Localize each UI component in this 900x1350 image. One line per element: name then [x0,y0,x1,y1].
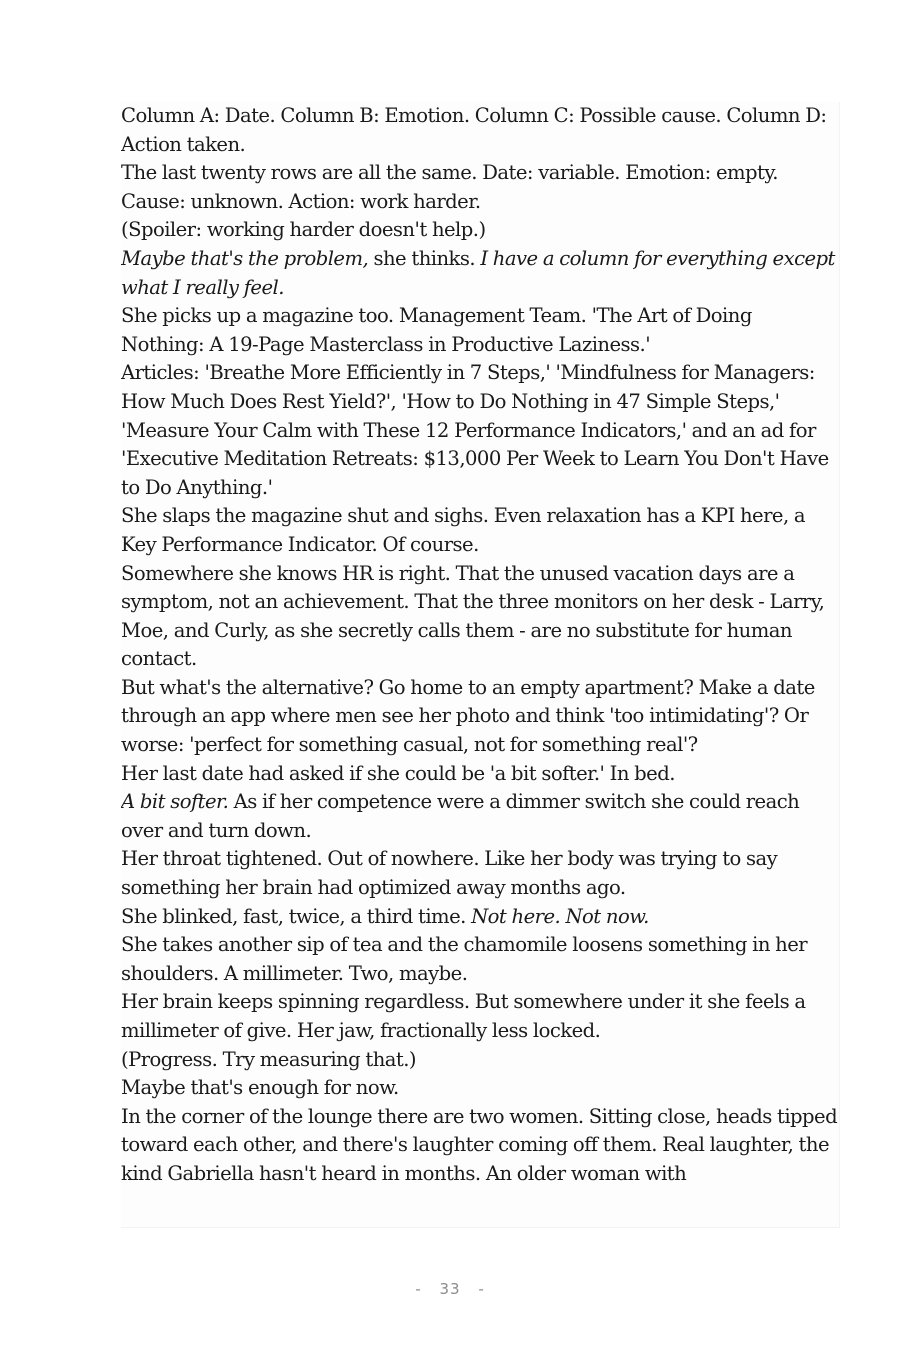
paragraph-text: Her throat tightened. Out of nowhere. Like her body was trying to say something her brain had optimized away months ago. [121,847,778,900]
paragraph [121,1103,839,1189]
paragraph [121,245,839,302]
paragraph-text: She takes another sip of tea and the chamomile loosens something in her shoulders. A millimeter. Two, maybe. [121,933,808,985]
italic-text: A bit softer. [121,790,229,814]
paragraph [121,988,839,1045]
page-number-dash-left: - [415,1280,422,1298]
paragraph-text: Somewhere she knows HR is right. That the unused vacation days are a symptom, not an achievement. That the three monitors on her desk - Larry, Moe, and Curly, as she secretly calls them - are no substitute for human contact. [121,561,825,671]
paragraph [121,788,839,845]
paragraph [121,1046,839,1075]
paragraph [121,674,839,760]
italic-text: Not here. Not now. [471,904,649,928]
paragraph [121,560,839,674]
paragraph-text: Her brain keeps spinning regardless. But somewhere under it she feels a millimeter of give. Her jaw, fractionally less locked. [121,990,806,1042]
paragraph-text: In the corner of the lounge there are two women. Sitting close, heads tipped toward each other, and there's laughter coming off them. Real laughter, the kind Gabriella hasn't heard in months. An older woman with [121,1104,838,1185]
paragraph [121,359,839,502]
paragraph [121,931,839,988]
paragraph [121,502,839,559]
paragraph-text: She blinked, fast, twice, a third time. [121,904,472,928]
paragraph [121,302,839,359]
page-number-dash-right: - [478,1280,485,1298]
paragraph-text: She slaps the magazine shut and sighs. Even relaxation has a KPI here, a Key Performance Indicator. Of course. [121,504,806,556]
page-number-footer [0,1280,900,1298]
paragraph-text: (Spoiler: working harder doesn't help.) [121,218,486,242]
italic-text: Maybe that's the problem, [121,246,369,270]
paragraph [121,102,839,159]
paragraph-text: Column A: Date. Column B: Emotion. Column C: Possible cause. Column D: Action taken. [121,104,827,156]
paragraph-text: But what's the alternative? Go home to an empty apartment? Make a date through an app where men see her photo and think 'too intimidating'? Or worse: 'perfect for something casual, not for something real'? [121,675,815,757]
paragraph-text: Her last date had asked if she could be 'a bit softer.' In bed. [121,761,675,785]
paragraph [121,845,839,902]
paragraph-text: The last twenty rows are all the same. Date: variable. Emotion: empty. Cause: unknown. Action: work harder. [121,161,778,213]
paragraph-text: Maybe that's enough for now. [121,1076,399,1100]
italic-text: I have a column for everything except what I really feel. [121,246,835,299]
page-number: 33 [439,1280,461,1298]
paragraph-text: she thinks. [368,246,481,270]
paragraph [121,903,839,932]
paragraph [121,760,839,789]
paragraph-text: She picks up a magazine too. Management Team. 'The Art of Doing Nothing: A 19-Page Masterclass in Productive Laziness.' [121,304,752,356]
paragraph-text: Articles: 'Breathe More Efficiently in 7 Steps,' 'Mindfulness for Managers: How Much Does Rest Yield?', 'How to Do Nothing in 47 Simple Steps,' 'Measure Your Calm with These 12 Performance Indicators,' and an ad for 'Executive Meditation Retreats: $13,000 Per Week to Learn You Don't Have to Do Anything.' [121,361,829,499]
paragraph-text: (Progress. Try measuring that.) [121,1047,417,1071]
paragraph-text: As if her competence were a dimmer switch she could reach over and turn down. [121,790,800,842]
paragraph [121,1074,839,1103]
paragraph [121,216,839,245]
paragraph [121,159,839,216]
body-text-block [121,102,840,1228]
